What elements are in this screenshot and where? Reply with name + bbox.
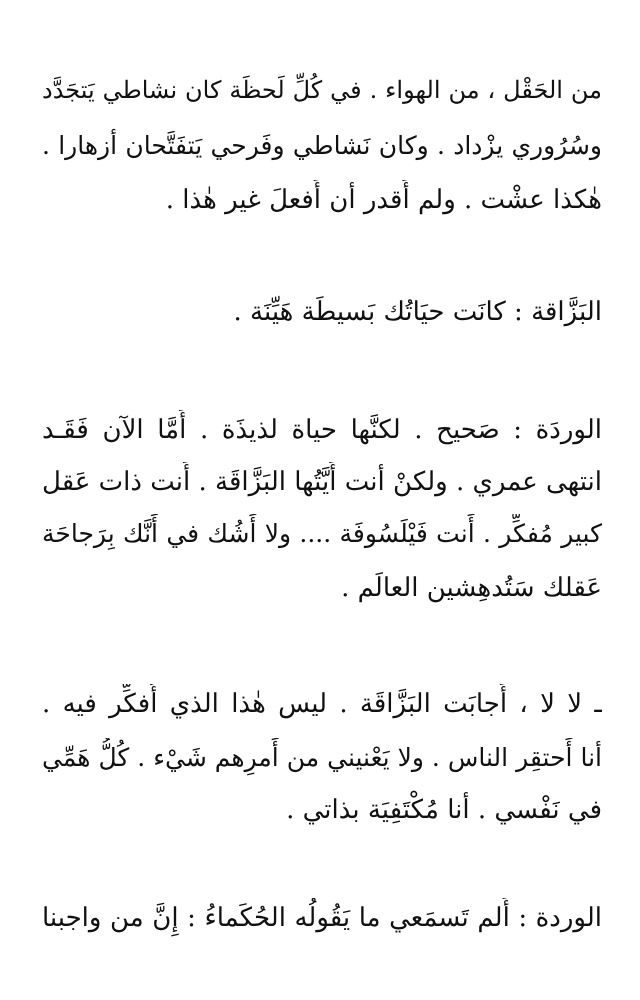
text-line: وسُرُوري يزْداد . وكان نَشاطي وفَرحي يَتفَتَّحان أزهارا . [42,131,602,160]
text-line: الوردة : أَلم تَسمَعي ما يَقُولُه الحُكَماءُ : إِنَّ من واجبنا [42,903,602,933]
text-line: عَقلك سَتُدهِشين العالَم . [341,573,602,603]
text-line: الوردَة : صَحيح . لكنَّها حياة لذيذَة . أَمَّا الآن فَقَـد [42,415,602,445]
text-line: أنا أَحتقِر الناس . ولا يَعْنيني من أَمرِهم شَيْء . كُلُّ هَمِّي [42,743,602,772]
text-line: انتهى عمري . ولكنْ أنت أَيَّتُها البَزَّاقَة . أَنت ذات عَقل [42,467,602,497]
text-line: البَزَّاقة : كانَت حيَاتُك بَسيطَة هَيِّنَة . [233,297,602,327]
text-line: هٰكذا عشْت . ولم أَقدر أن أَفعلَ غير هٰذا . [165,185,602,215]
text-line: في نَفْسي . أنا مُكْتَفِيَة بذاتي . [286,795,602,825]
text-line: كبير مُفكِّر . أَنت فَيْلَسُوفَة .... ولا أَشُك في أَنَّك بِرَجاحَة [42,519,602,548]
text-line: من الحَقْل ، من الهواء . في كُلِّ لَحظَة كان نشاطي يَتجَدَّد [42,76,602,104]
text-line: ـ لا لا ، أَجابَت البَزَّاقَة . ليس هٰذا الذي أُفكِّر فيه . [42,689,602,719]
